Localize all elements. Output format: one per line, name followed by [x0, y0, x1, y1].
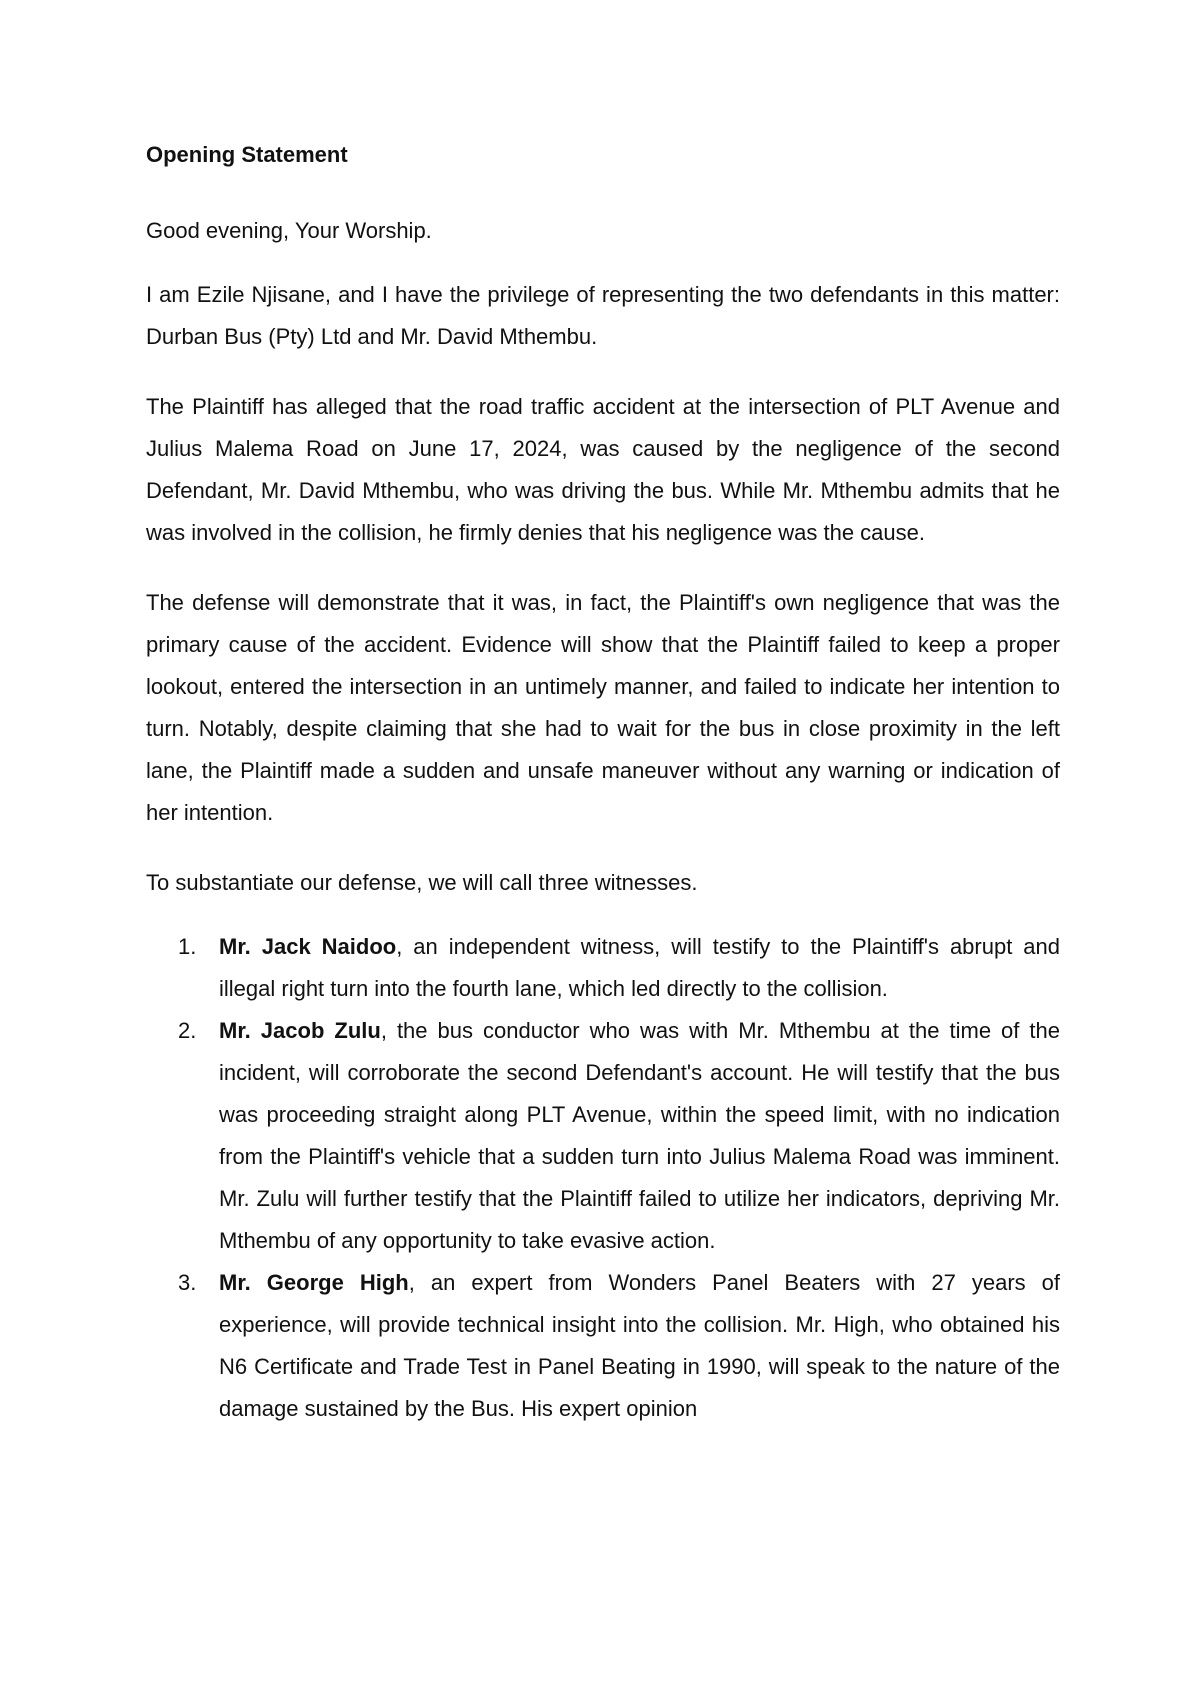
document-title: Opening Statement: [146, 142, 348, 167]
witness-name: Mr. George High: [219, 1270, 409, 1295]
list-number: 3.: [178, 1270, 197, 1295]
witness-description: , an expert from Wonders Panel Beaters with 27 years of experience, will provide technical insight into the collision. Mr. High, who obtained his N6 Certificate and Trade Test in Panel Beating in 1990, will speak to the nature of the damage sustained by the Bus. His expert opinion: [219, 1270, 1060, 1421]
witness-list-item: [146, 926, 1060, 1010]
witness-name: Mr. Jack Naidoo: [219, 934, 397, 959]
witness-list: [146, 926, 1060, 1430]
list-number: 1.: [178, 934, 197, 959]
greeting-paragraph: Good evening, Your Worship.: [146, 218, 432, 243]
witness-list-item: [146, 1010, 1060, 1262]
allegation-paragraph: The Plaintiff has alleged that the road traffic accident at the intersection of PLT Avenue and Julius Malema Road on June 17, 2024, was caused by the negligence of the second Defendant, Mr. David Mthembu, who was driving the bus. While Mr. Mthembu admits that he was involved in the collision, he firmly denies that his negligence was the cause.: [146, 394, 1060, 545]
witness-name: Mr. Jacob Zulu: [219, 1018, 381, 1043]
defense-paragraph: The defense will demonstrate that it was, in fact, the Plaintiff's own negligence that was the primary cause of the accident. Evidence will show that the Plaintiff failed to keep a proper lookout, entered the intersection in an untimely manner, and failed to indicate her intention to turn. Notably, despite claiming that she had to wait for the bus in close proximity in the left lane, the Plaintiff made a sudden and unsafe maneuver without any warning or indication of her intention.: [146, 590, 1060, 825]
witness-description: , an independent witness, will testify to the Plaintiff's abrupt and illegal right turn into the fourth lane, which led directly to the collision.: [219, 934, 1060, 1001]
list-number: 2.: [178, 1018, 197, 1043]
witness-list-item: [146, 1262, 1060, 1430]
witness-description: , the bus conductor who was with Mr. Mthembu at the time of the incident, will corroborate the second Defendant's account. He will testify that the bus was proceeding straight along PLT Avenue, within the speed limit, with no indication from the Plaintiff's vehicle that a sudden turn into Julius Malema Road was imminent. Mr. Zulu will further testify that the Plaintiff failed to utilize her indicators, depriving Mr. Mthembu of any opportunity to take evasive action.: [219, 1018, 1060, 1253]
intro-paragraph: I am Ezile Njisane, and I have the privilege of representing the two defendants in this matter: Durban Bus (Pty) Ltd and Mr. David Mthembu.: [146, 282, 1060, 349]
witness-intro-paragraph: To substantiate our defense, we will call three witnesses.: [146, 870, 698, 895]
